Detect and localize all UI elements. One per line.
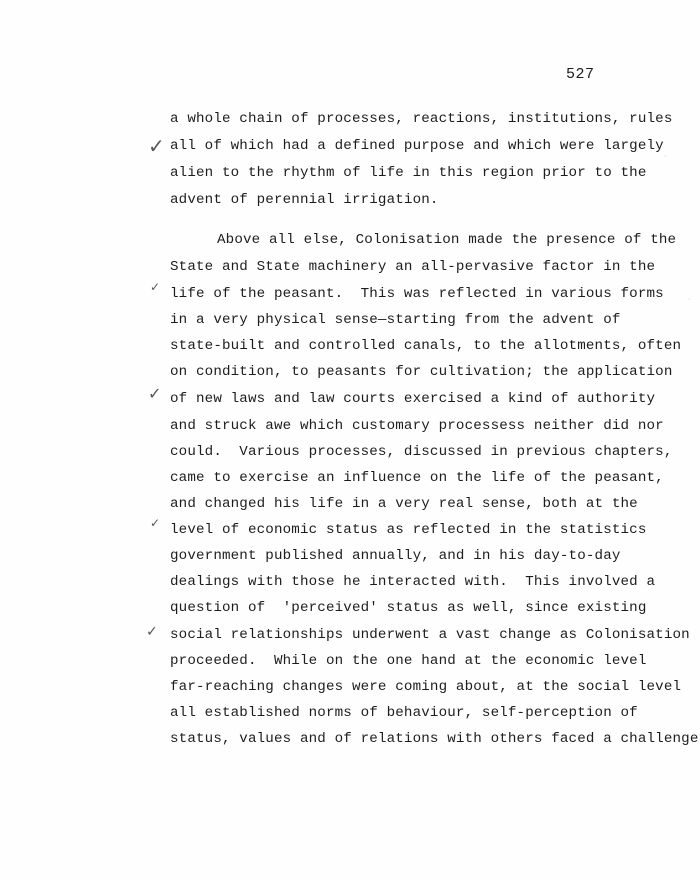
- text-line: status, values and of relations with others faced a challenge: [170, 731, 699, 747]
- text-line: far-reaching changes were coming about, at the social level: [170, 679, 682, 695]
- text-line: alien to the rhythm of life in this region prior to the: [170, 165, 647, 181]
- text-line: proceeded. While on the one hand at the economic level: [170, 653, 647, 669]
- text-line: question of 'perceived' status as well, since existing: [170, 600, 647, 616]
- text-line: government published annually, and in his day-to-day: [170, 548, 621, 564]
- text-line: could. Various processes, discussed in previous chapters,: [170, 444, 673, 460]
- text-line: dealings with those he interacted with. This involved a: [170, 574, 656, 590]
- text-line: and changed his life in a very real sense, both at the: [170, 496, 638, 512]
- text-line: State and State machinery an all-pervasive factor in the: [170, 259, 656, 275]
- text-line: on condition, to peasants for cultivation; the application: [170, 364, 673, 380]
- text-line: and struck awe which customary processess neither did nor: [170, 418, 664, 434]
- margin-check-mark: ✓: [148, 384, 162, 403]
- text-line: in a very physical sense—starting from the advent of: [170, 312, 621, 328]
- text-line: advent of perennial irrigation.: [170, 192, 439, 208]
- scan-speck: ·: [688, 295, 691, 304]
- margin-check-mark: ✓: [146, 624, 158, 640]
- text-line: a whole chain of processes, reactions, institutions, rules: [170, 111, 673, 127]
- scan-speck: ·: [664, 152, 667, 161]
- text-line: all established norms of behaviour, self-perception of: [170, 705, 638, 721]
- margin-tick-mark: ✓: [150, 516, 161, 530]
- text-line: level of economic status as reflected in the statistics: [170, 522, 647, 538]
- margin-check-mark: ✓: [148, 134, 165, 158]
- margin-tick-mark: ✓: [150, 280, 161, 294]
- text-line: came to exercise an influence on the life of the peasant,: [170, 470, 664, 486]
- text-line: of new laws and law courts exercised a kind of authority: [170, 391, 656, 407]
- text-line: all of which had a defined purpose and which were largely: [170, 138, 664, 154]
- text-line: social relationships underwent a vast change as Colonisation: [170, 627, 690, 643]
- text-line: life of the peasant. This was reflected in various forms: [170, 286, 664, 302]
- page-number: 527: [566, 66, 595, 83]
- text-line: Above all else, Colonisation made the presence of the: [217, 232, 677, 248]
- text-line: state-built and controlled canals, to the allotments, often: [170, 338, 682, 354]
